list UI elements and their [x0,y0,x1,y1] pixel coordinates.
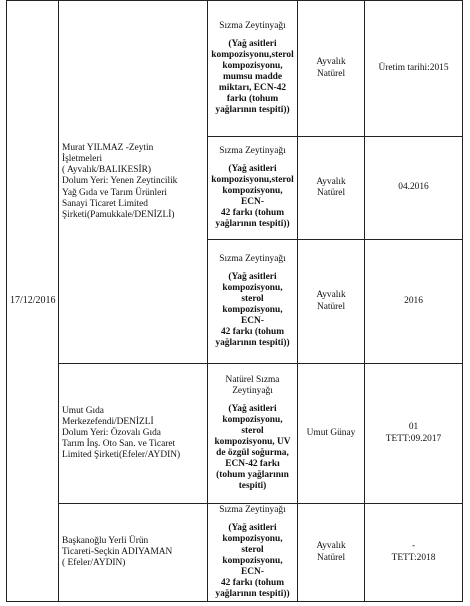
brand-cell: Ayvalık Natürel [298,137,365,240]
brand-cell: Ayvalık Natürel [298,504,365,602]
product-name: Sızma Zeytinyağı [219,504,286,515]
lot-cell: 2016 [365,240,463,364]
product-name: Natürel Sızma Zeytinyağı [225,374,280,396]
test-reason: (Yağ asitleri kompozisyonu, sterol kompozisyonu, ECN- 42 farkı (tohum yağlarının tespiti)) [215,522,290,600]
brand-cell: Umut Günay [298,364,365,504]
table-row [7,1,463,137]
company-cell: Başkanoğlu Yerli Ürün Ticareti-Seçkin ADIYAMAN ( Efeler/AYDIN) [59,504,208,602]
test-reason: (Yağ asitleri kompozisyonu, sterol kompozisyonu, ECN- 42 farkı (tohum yağlarının tespiti)) [215,271,290,349]
lot-cell: 04.2016 [365,137,463,240]
brand-cell: Ayvalık Natürel [298,1,365,137]
test-reason: (Yağ asitleri kompozisyonu,sterol kompozisyonu, ECN- 42 farkı (tohum yağlarının tespiti)) [211,163,294,230]
product-name: Sızma Zeytinyağı [219,253,286,264]
table-row [7,364,463,504]
company-cell: Murat YILMAZ -Zeytin İşletmeleri ( Ayvalık/BALIKESİR) Dolum Yeri: Yenen Zeytincilik Yağ Gıda ve Tarım Ürünleri Sanayi Ticaret Limited Şirketi(Pamukkale/DENİZLİ) [59,1,208,364]
product-cell [208,364,298,504]
product-name: Sızma Zeytinyağı [219,145,286,156]
company-cell: Umut Gıda Merkezefendi/DENİZLİ Dolum Yeri: Özovalı Gıda Tarım İnş. Oto San. ve Ticaret Limited Şirketi(Efeler/AYDIN) [59,364,208,504]
test-reason: (Yağ asitleri kompozisyonu,sterol kompozisyonu, mumsu madde miktarı, ECN-42 farkı (tohum yağlarının tespiti)) [211,38,294,116]
test-reason: (Yağ asitleri kompozisyonu, sterol kompozisyonu, UV de özgül soğurma, ECN-42 farkı (tohum yağlarının tespiti) [214,403,291,492]
product-cell [208,504,298,602]
brand-cell: Ayvalık Natürel [298,240,365,364]
date-cell: 17/12/2016 [7,1,59,602]
lot-cell: 01 TETT:09.2017 [365,364,463,504]
lot-cell: Üretim tarihi:2015 [365,1,463,137]
table-row [7,504,463,602]
product-cell [208,1,298,137]
product-cell [208,137,298,240]
product-cell [208,240,298,364]
lot-cell: - TETT:2018 [365,504,463,602]
product-name: Sızma Zeytinyağı [219,20,286,31]
results-table [6,0,463,602]
